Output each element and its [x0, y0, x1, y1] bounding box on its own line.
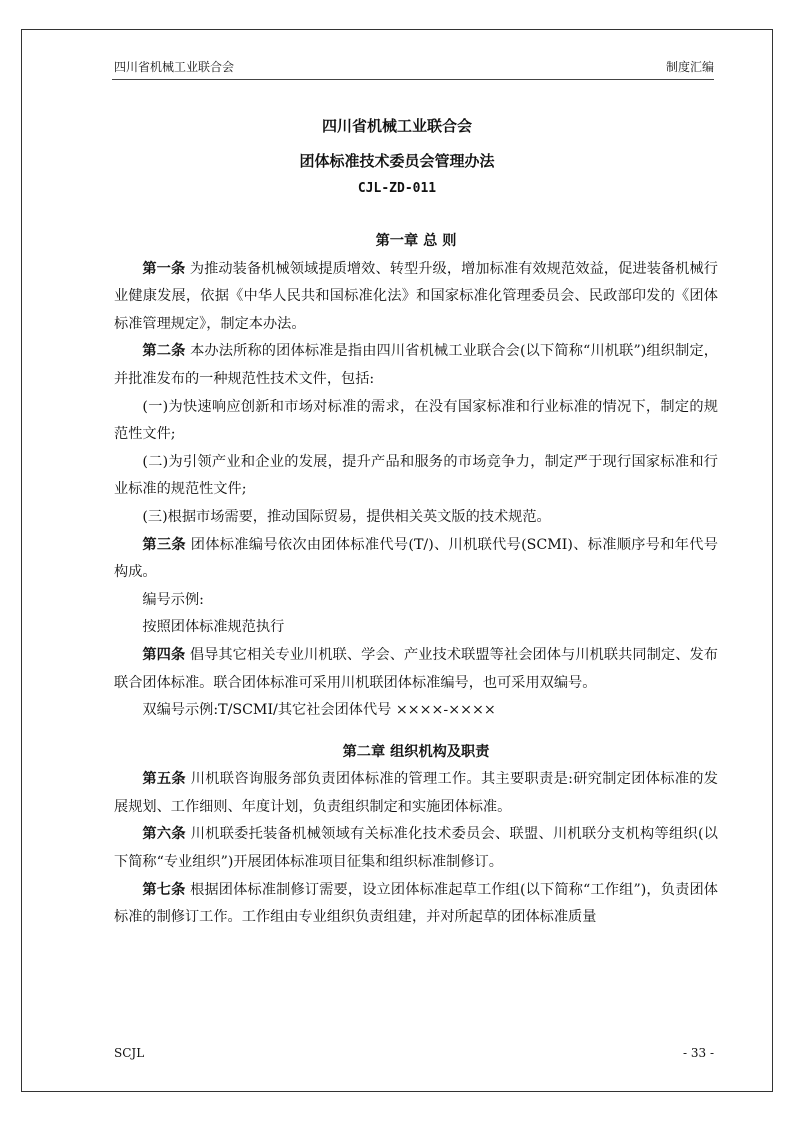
article-4 — [114, 642, 718, 697]
article-3 — [114, 532, 718, 587]
article-text: 根据团体标准制修订需要，设立团体标准起草工作组(以下简称“工作组”)，负责团体标准的制修订工作。工作组由专业组织负责组建，并对所起草的团体标准质量 — [114, 881, 718, 926]
list-item: (一)为快速响应创新和市场对标准的需求，在没有国家标准和行业标准的情况下，制定的规范性文件; — [114, 398, 718, 443]
example-label: 编号示例: — [142, 591, 204, 608]
article-label: 第三条 — [142, 536, 186, 553]
article-text: 倡导其它相关专业川机联、学会、产业技术联盟等社会团体与川机联共同制定、发布联合团体标准。联合团体标准可采用川机联团体标准编号，也可采用双编号。 — [114, 646, 718, 691]
article-7 — [114, 877, 718, 932]
article-label: 第二条 — [142, 343, 186, 360]
example-text: 双编号示例:T/SCMI/其它社会团体代号 ××××-×××× — [142, 702, 496, 719]
article-5 — [114, 766, 718, 821]
header-org: 四川省机械工业联合会 — [114, 60, 235, 74]
section-gap — [114, 725, 718, 739]
chapter-heading: 第一章 总 则 — [375, 233, 457, 249]
list-item: (二)为引领产业和企业的发展，提升产品和服务的市场竞争力，制定严于现行国家标准和行业标准的规范性文件; — [114, 453, 718, 498]
article-text: 为推动装备机械领域提质增效、转型升级，增加标准有效规范效益，促进装备机械行业健康发展，依据《中华人民共和国标准化法》和国家标准化管理委员会、民政部印发的《团体标准管理规定》，制定本办法。 — [114, 260, 718, 332]
article-2 — [114, 338, 718, 393]
article-text: 本办法所称的团体标准是指由四川省机械工业联合会(以下简称“川机联”)组织制定，并批准发布的一种规范性技术文件，包括: — [114, 343, 718, 387]
header-collection: 制度汇编 — [665, 60, 714, 74]
article-label: 第四条 — [142, 646, 186, 663]
article-text: 川机联咨询服务部负责团体标准的管理工作。其主要职责是:研究制定团体标准的发展规划、工作细则、年度计划，负责组织制定和实施团体标准。 — [114, 771, 718, 815]
article-label: 第七条 — [142, 881, 186, 898]
chapter-heading: 第二章 组织机构及职责 — [342, 743, 490, 760]
header-divider — [112, 79, 714, 80]
footer-code: SCJL — [114, 1046, 145, 1060]
article-text: 团体标准编号依次由团体标准代号(T/)、川机联代号(SCMI)、标准顺序号和年代号构成。 — [114, 536, 718, 581]
doc-title: 团体标准技术委员会管理办法 — [299, 152, 495, 170]
example-text: 按照团体标准规范执行 — [142, 619, 285, 636]
article-text: 川机联委托装备机械领域有关标准化技术委员会、联盟、川机联分支机构等组织(以下简称“专业组织”)开展团体标准项目征集和组织标准制修订。 — [114, 826, 718, 871]
article-label: 第五条 — [142, 771, 186, 788]
article-6 — [114, 821, 718, 876]
page-number: - 33 - — [682, 1046, 714, 1060]
doc-code: CJL-ZD-011 — [357, 181, 437, 196]
document-body — [114, 228, 718, 932]
article-label: 第一条 — [142, 260, 186, 277]
article-label: 第六条 — [142, 826, 186, 843]
doc-title-org: 四川省机械工业联合会 — [321, 117, 472, 135]
list-item: (三)根据市场需要，推动国际贸易，提供相关英文版的技术规范。 — [142, 508, 551, 525]
article-1 — [114, 256, 718, 339]
